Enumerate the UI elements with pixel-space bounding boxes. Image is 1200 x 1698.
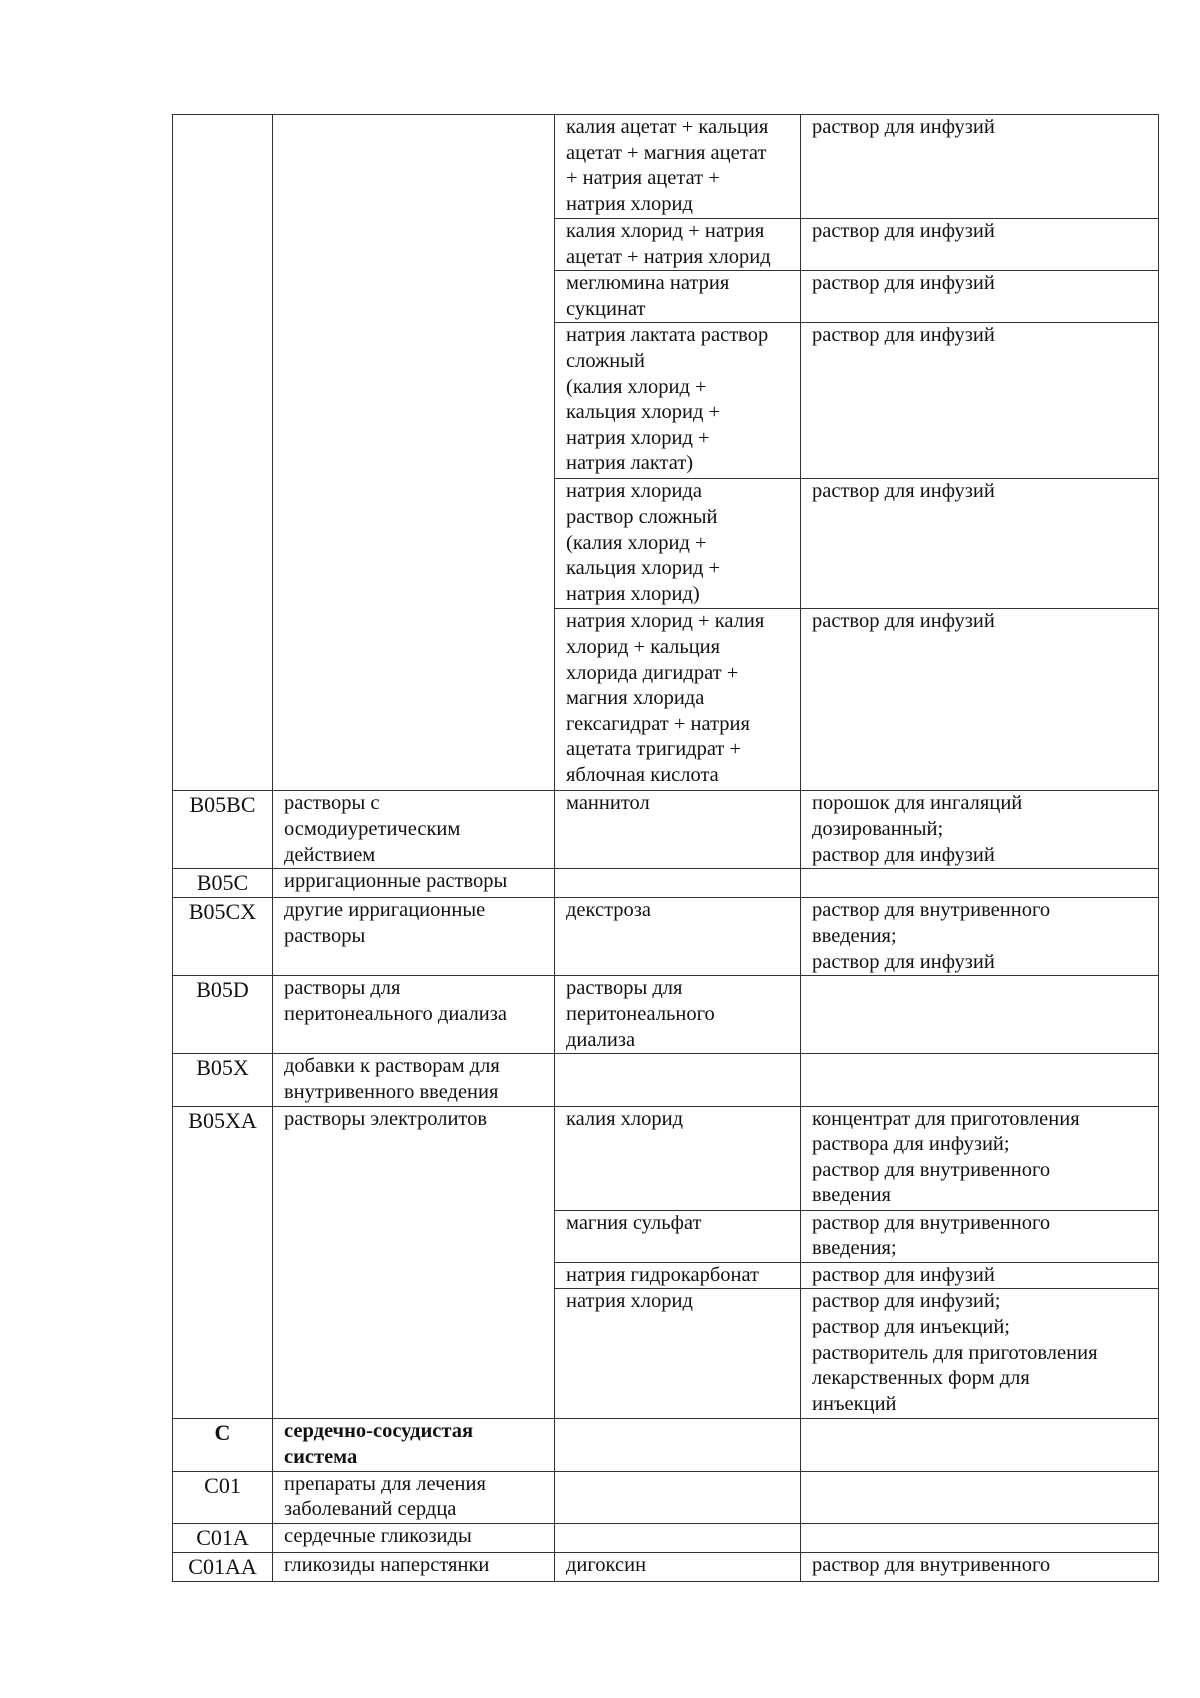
- group-cell: сердечные гликозиды: [273, 1523, 555, 1552]
- form-cell: раствор для внутривенного введения; раствор для инфузий: [801, 898, 1159, 976]
- form-cell: [801, 1523, 1159, 1552]
- table-row: [173, 898, 1159, 976]
- code-cell: B05BC: [173, 791, 273, 869]
- table-row: [173, 976, 1159, 1054]
- form-cell: раствор для внутривенного: [801, 1552, 1159, 1581]
- form-cell: раствор для инфузий: [801, 479, 1159, 609]
- inn-cell: магния сульфат: [555, 1210, 801, 1262]
- code-cell: С: [173, 1419, 273, 1471]
- inn-cell: меглюмина натрия сукцинат: [555, 271, 801, 323]
- inn-cell: калия ацетат + кальция ацетат + магния ацетат + натрия ацетат + натрия хлорид: [555, 115, 801, 219]
- form-cell: [801, 1054, 1159, 1106]
- code-cell: C01A: [173, 1523, 273, 1552]
- table-row: [173, 115, 1159, 219]
- inn-cell: калия хлорид + натрия ацетат + натрия хлорид: [555, 219, 801, 271]
- inn-cell: [555, 1054, 801, 1106]
- form-cell: порошок для ингаляций дозированный; раствор для инфузий: [801, 791, 1159, 869]
- inn-cell: маннитол: [555, 791, 801, 869]
- code-cell: B05C: [173, 869, 273, 898]
- code-cell: [173, 115, 273, 791]
- form-cell: раствор для внутривенного введения;: [801, 1210, 1159, 1262]
- inn-cell: калия хлорид: [555, 1106, 801, 1210]
- form-cell: раствор для инфузий: [801, 219, 1159, 271]
- table-row: [173, 1471, 1159, 1523]
- form-cell: раствор для инфузий: [801, 323, 1159, 479]
- drug-list-table: [172, 114, 1159, 1582]
- table-row: [173, 1552, 1159, 1581]
- group-cell: растворы с осмодиуретическим действием: [273, 791, 555, 869]
- group-cell: ирригационные растворы: [273, 869, 555, 898]
- table-row: [173, 1523, 1159, 1552]
- table-row: [173, 791, 1159, 869]
- code-cell: B05CX: [173, 898, 273, 976]
- inn-cell: [555, 1419, 801, 1471]
- form-cell: раствор для инфузий: [801, 609, 1159, 791]
- inn-cell: натрия хлорида раствор сложный (калия хлорид + кальция хлорид + натрия хлорид): [555, 479, 801, 609]
- form-cell: раствор для инфузий: [801, 1262, 1159, 1289]
- form-cell: раствор для инфузий; раствор для инъекций; растворитель для приготовления лекарственных форм для инъекций: [801, 1289, 1159, 1419]
- form-cell: [801, 1419, 1159, 1471]
- group-cell: добавки к растворам для внутривенного введения: [273, 1054, 555, 1106]
- inn-cell: натрия хлорид: [555, 1289, 801, 1419]
- inn-cell: [555, 1471, 801, 1523]
- group-cell: гликозиды наперстянки: [273, 1552, 555, 1581]
- table-row: [173, 1106, 1159, 1210]
- group-cell: препараты для лечения заболеваний сердца: [273, 1471, 555, 1523]
- inn-cell: декстроза: [555, 898, 801, 976]
- code-cell: C01AA: [173, 1552, 273, 1581]
- inn-cell: [555, 1523, 801, 1552]
- form-cell: раствор для инфузий: [801, 115, 1159, 219]
- group-cell: сердечно-сосудистая система: [273, 1419, 555, 1471]
- table-row: [173, 869, 1159, 898]
- code-cell: B05X: [173, 1054, 273, 1106]
- inn-cell: натрия лактата раствор сложный (калия хлорид + кальция хлорид + натрия хлорид + натрия лактат): [555, 323, 801, 479]
- inn-cell: натрия хлорид + калия хлорид + кальция хлорида дигидрат + магния хлорида гексагидрат + натрия ацетата тригидрат + яблочная кислота: [555, 609, 801, 791]
- form-cell: [801, 976, 1159, 1054]
- inn-cell: растворы для перитонеального диализа: [555, 976, 801, 1054]
- inn-cell: [555, 869, 801, 898]
- table-row: [173, 1419, 1159, 1471]
- form-cell: концентрат для приготовления раствора для инфузий; раствор для внутривенного введения: [801, 1106, 1159, 1210]
- group-cell: [273, 115, 555, 791]
- form-cell: [801, 869, 1159, 898]
- table-row: [173, 1054, 1159, 1106]
- code-cell: B05D: [173, 976, 273, 1054]
- form-cell: [801, 1471, 1159, 1523]
- group-cell: другие ирригационные растворы: [273, 898, 555, 976]
- form-cell: раствор для инфузий: [801, 271, 1159, 323]
- inn-cell: натрия гидрокарбонат: [555, 1262, 801, 1289]
- code-cell: B05XA: [173, 1106, 273, 1419]
- group-cell: растворы для перитонеального диализа: [273, 976, 555, 1054]
- group-cell: растворы электролитов: [273, 1106, 555, 1419]
- code-cell: C01: [173, 1471, 273, 1523]
- inn-cell: дигоксин: [555, 1552, 801, 1581]
